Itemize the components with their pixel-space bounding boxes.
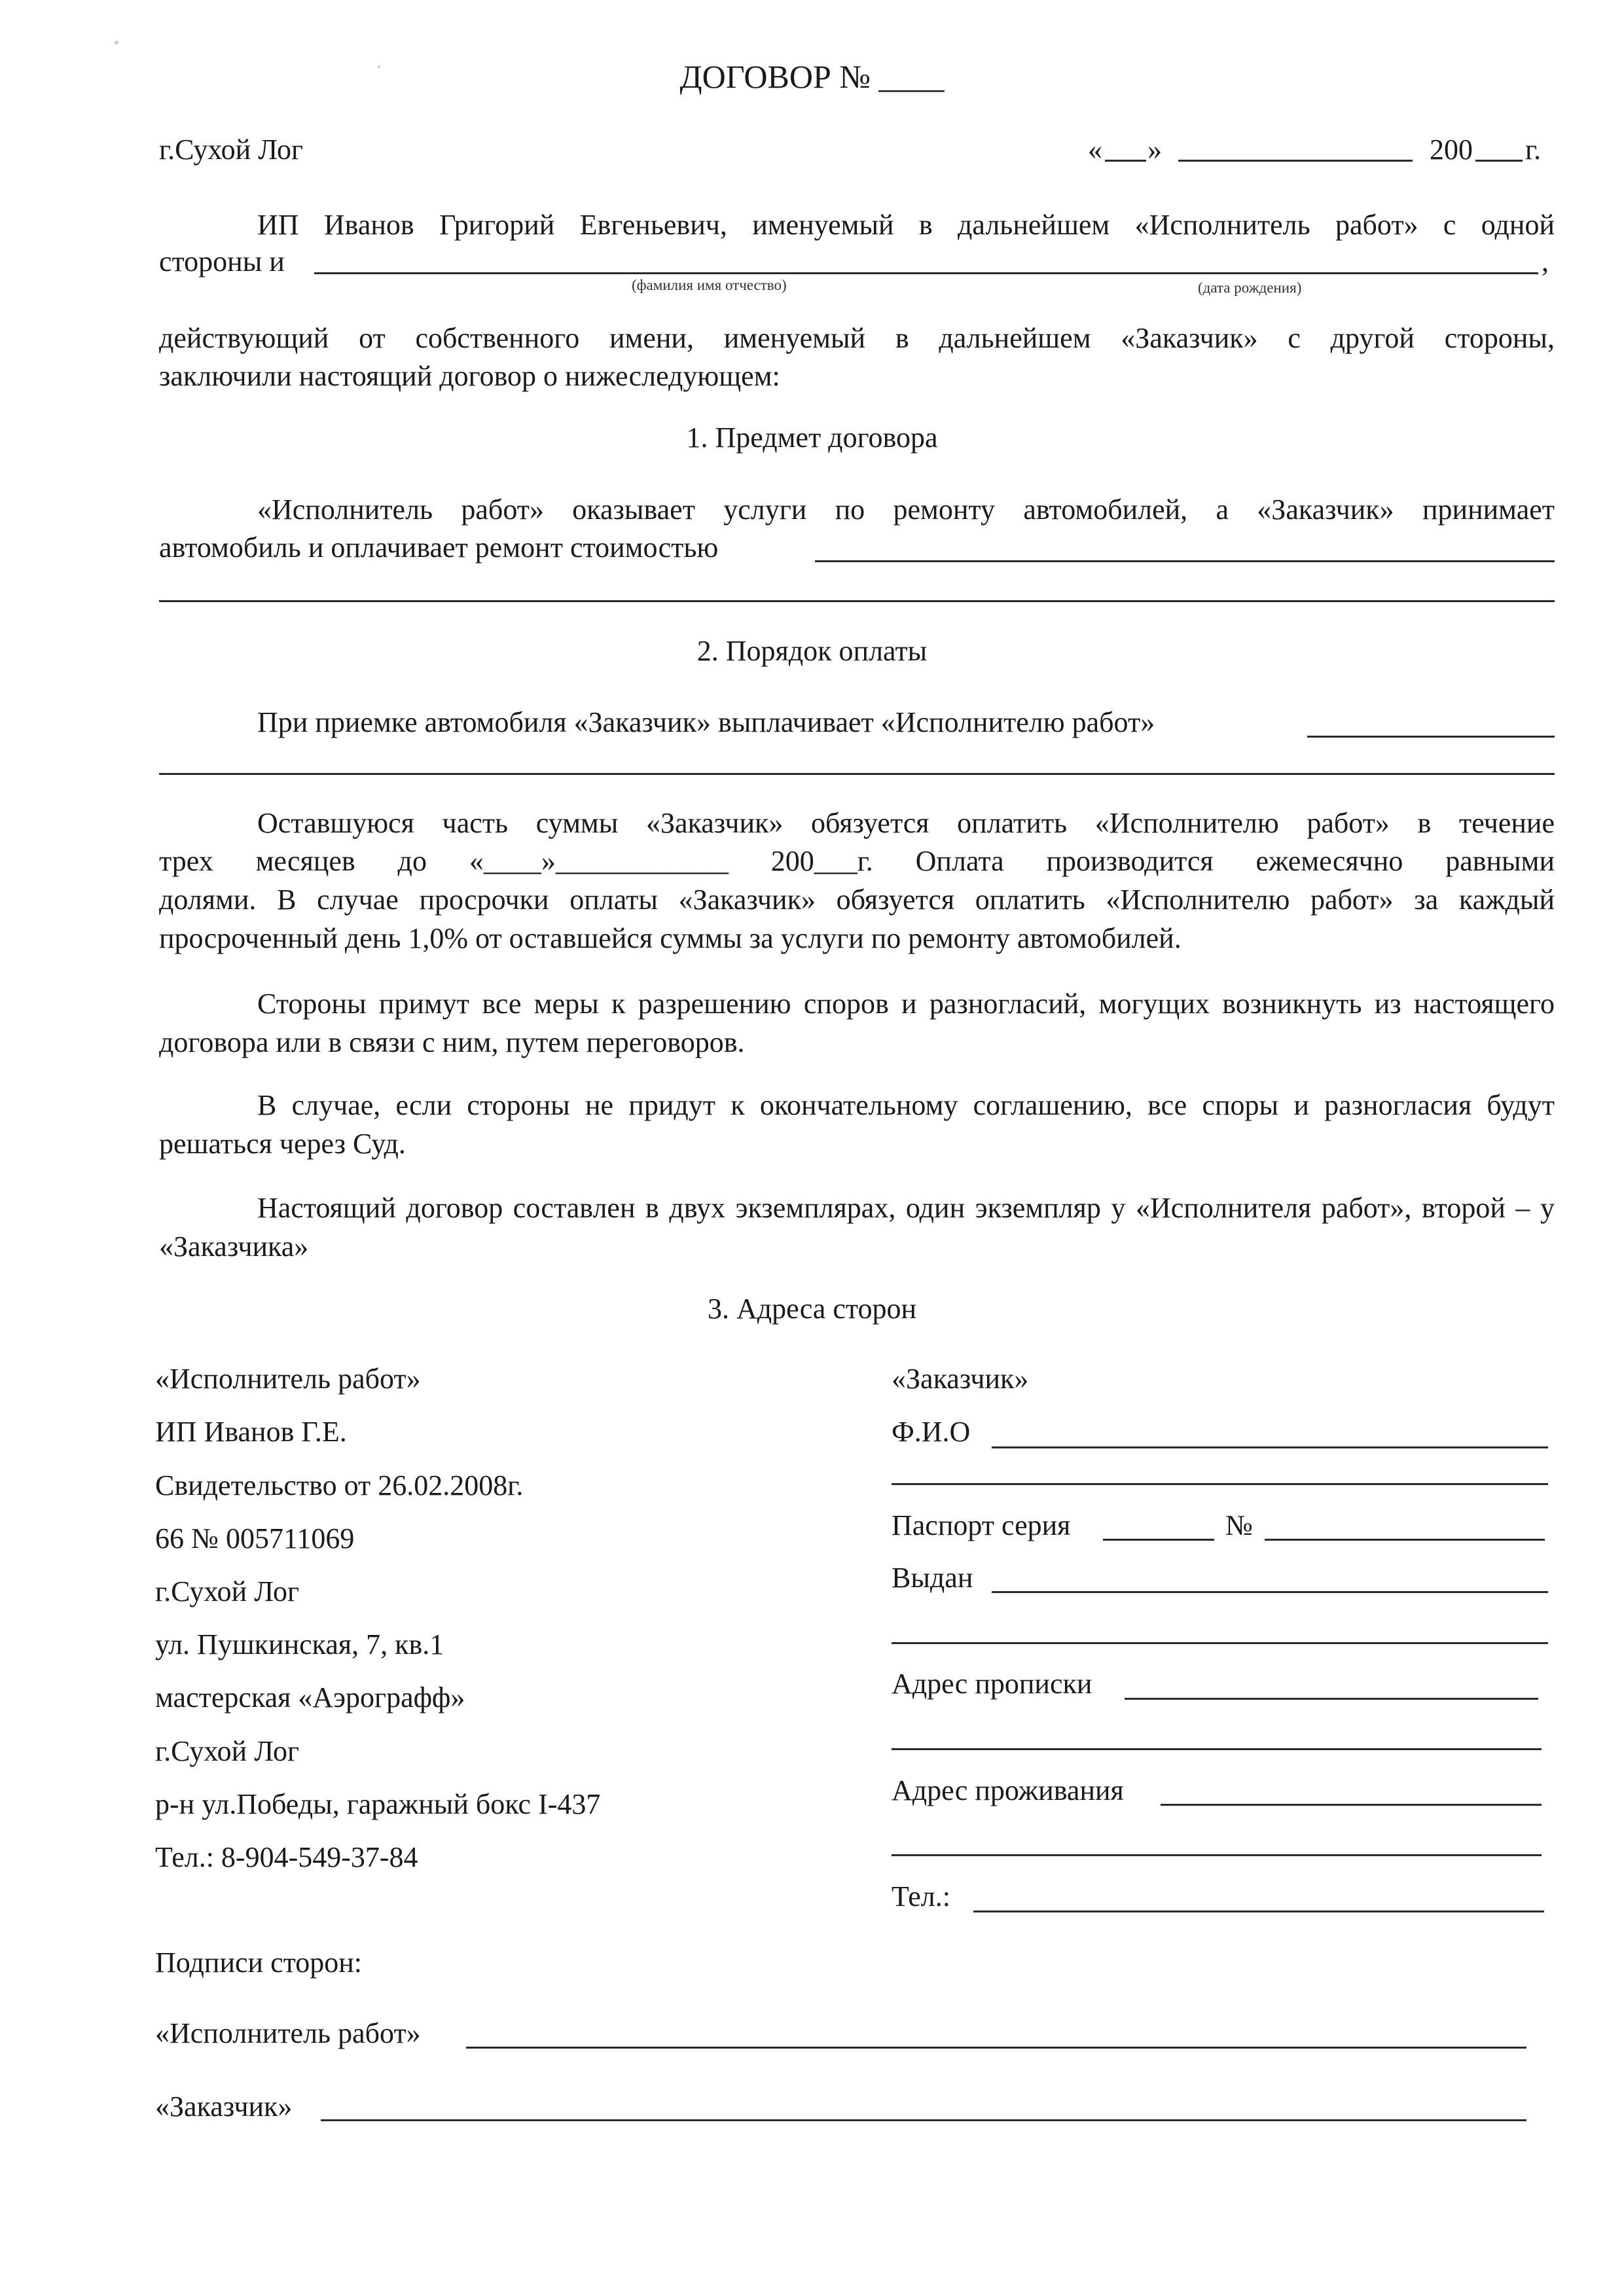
section-1-line-2: автомобиль и оплачивает ремонт стоимостью	[159, 531, 719, 564]
signatures-heading: Подписи сторон:	[155, 1946, 363, 1979]
customer-reg-address-field-continued[interactable]	[892, 1748, 1542, 1750]
document-title	[0, 60, 1624, 93]
section-1-heading: 1. Предмет договора	[686, 422, 938, 454]
contractor-title: «Исполнитель работ»	[155, 1363, 421, 1395]
section-1-line-1: «Исполнитель работ» оказывает услуги по ремонту автомобилей, а «Заказчик» принимает	[257, 493, 1555, 526]
remainder-rest-text: долями. В случае просрочки оплаты «Заказчик» обязуется оплатить «Исполнителю работ» за каждый просроченный день 1,0% от оставшейся суммы за услуги по ремонту автомобилей.	[159, 884, 1555, 954]
court-paragraph	[159, 1086, 1555, 1163]
signature-customer-field[interactable]	[321, 2119, 1526, 2121]
scan-speck	[115, 41, 118, 45]
copies-paragraph	[159, 1189, 1555, 1266]
intro-line-2-comma: ,	[1542, 245, 1549, 278]
contractor-name: ИП Иванов Г.Е.	[155, 1416, 347, 1448]
price-blank-continued[interactable]	[159, 600, 1555, 602]
remainder-rest	[159, 880, 1555, 958]
contractor-workshop-city: г.Сухой Лог	[155, 1735, 299, 1767]
intro-line-1: ИП Иванов Григорий Евгеньевич, именуемый в дальнейшем «Исполнитель работ» с одной	[257, 209, 1555, 241]
customer-passport-number-label: №	[1225, 1509, 1253, 1541]
customer-reg-address-label: Адрес прописки	[892, 1668, 1092, 1700]
intro-birthdate-blank[interactable]	[1198, 272, 1538, 274]
header-date-open-quote: «	[1088, 134, 1102, 166]
customer-reg-address-field[interactable]	[1125, 1698, 1538, 1700]
intro-line-2-prefix: стороны и	[159, 245, 285, 278]
customer-live-address-field-continued[interactable]	[892, 1854, 1542, 1856]
customer-passport-number-field[interactable]	[1265, 1539, 1545, 1541]
contractor-workshop: мастерская «Аэрографф»	[155, 1681, 465, 1713]
intro-line-4: заключили настоящий договор о нижеследующем:	[159, 360, 780, 392]
contractor-street: ул. Пушкинская, 7, кв.1	[155, 1628, 444, 1660]
intro-fio-blank[interactable]	[314, 272, 1198, 274]
customer-issued-label: Выдан	[892, 1562, 973, 1594]
customer-phone-label: Тел.:	[892, 1880, 950, 1912]
customer-live-address-label: Адрес проживания	[892, 1774, 1124, 1806]
intro-line-3: действующий от собственного имени, именуемый в дальнейшем «Заказчик» с другой стороны,	[159, 322, 1555, 354]
customer-issued-field[interactable]	[992, 1591, 1548, 1593]
remainder-line-2: трех месяцев до «____»____________ 200___г. Оплата производится ежемесячно равными	[159, 845, 1555, 877]
header-month-blank[interactable]	[1178, 160, 1413, 162]
customer-fio-label: Ф.И.О	[892, 1416, 971, 1448]
title-text: ДОГОВОР № ____	[679, 58, 945, 95]
signature-contractor-label: «Исполнитель работ»	[155, 2017, 421, 2049]
header-year-suffix: г.	[1525, 134, 1542, 166]
customer-live-address-field[interactable]	[1161, 1804, 1542, 1806]
signature-customer-label: «Заказчик»	[155, 2090, 293, 2123]
customer-issued-field-continued[interactable]	[892, 1642, 1548, 1644]
customer-fio-field-continued[interactable]	[892, 1483, 1548, 1485]
contractor-cert-number: 66 № 005711069	[155, 1522, 355, 1554]
customer-title: «Заказчик»	[892, 1363, 1029, 1395]
customer-fio-field[interactable]	[992, 1446, 1548, 1448]
customer-passport-label: Паспорт серия	[892, 1509, 1071, 1541]
payment-amount-blank[interactable]	[1307, 736, 1555, 738]
header-year-prefix: 200	[1430, 134, 1473, 166]
header-year-blank[interactable]	[1475, 160, 1523, 162]
contractor-phone: Тел.: 8-904-549-37-84	[155, 1841, 418, 1873]
disputes-paragraph	[159, 984, 1555, 1062]
disputes-text: Стороны примут все меры к разрешению споров и разногласий, могущих возникнуть из настоящего договора или в связи с ним, путем переговоров.	[159, 988, 1555, 1058]
payment-line: При приемке автомобиля «Заказчик» выплачивает «Исполнителю работ»	[257, 706, 1155, 738]
header-date-close-quote: »	[1147, 134, 1162, 166]
header-city: г.Сухой Лог	[159, 134, 303, 166]
price-blank[interactable]	[815, 560, 1555, 562]
contractor-workshop-address: р-н ул.Победы, гаражный бокс I-437	[155, 1788, 601, 1820]
header-day-blank[interactable]	[1105, 160, 1146, 162]
copies-text: Настоящий договор составлен в двух экземплярах, один экземпляр у «Исполнителя работ», второй – у «Заказчика»	[159, 1192, 1555, 1263]
remainder-line-1: Оставшуюся часть суммы «Заказчик» обязуется оплатить «Исполнителю работ» в течение	[257, 807, 1555, 839]
hint-birthdate: (дата рождения)	[1198, 279, 1302, 296]
section-2-heading: 2. Порядок оплаты	[696, 635, 928, 667]
section-3-heading: 3. Адреса сторон	[707, 1293, 917, 1325]
contractor-certificate: Свидетельство от 26.02.2008г.	[155, 1469, 524, 1501]
contractor-city: г.Сухой Лог	[155, 1575, 299, 1607]
signature-contractor-field[interactable]	[466, 2047, 1526, 2049]
customer-passport-series-field[interactable]	[1103, 1539, 1214, 1541]
court-text: В случае, если стороны не придут к окончательному соглашению, все споры и разногласия будут решаться через Суд.	[159, 1089, 1555, 1160]
hint-fio: (фамилия имя отчество)	[632, 277, 787, 293]
payment-amount-blank-continued[interactable]	[159, 773, 1555, 775]
customer-phone-field[interactable]	[973, 1910, 1544, 1912]
